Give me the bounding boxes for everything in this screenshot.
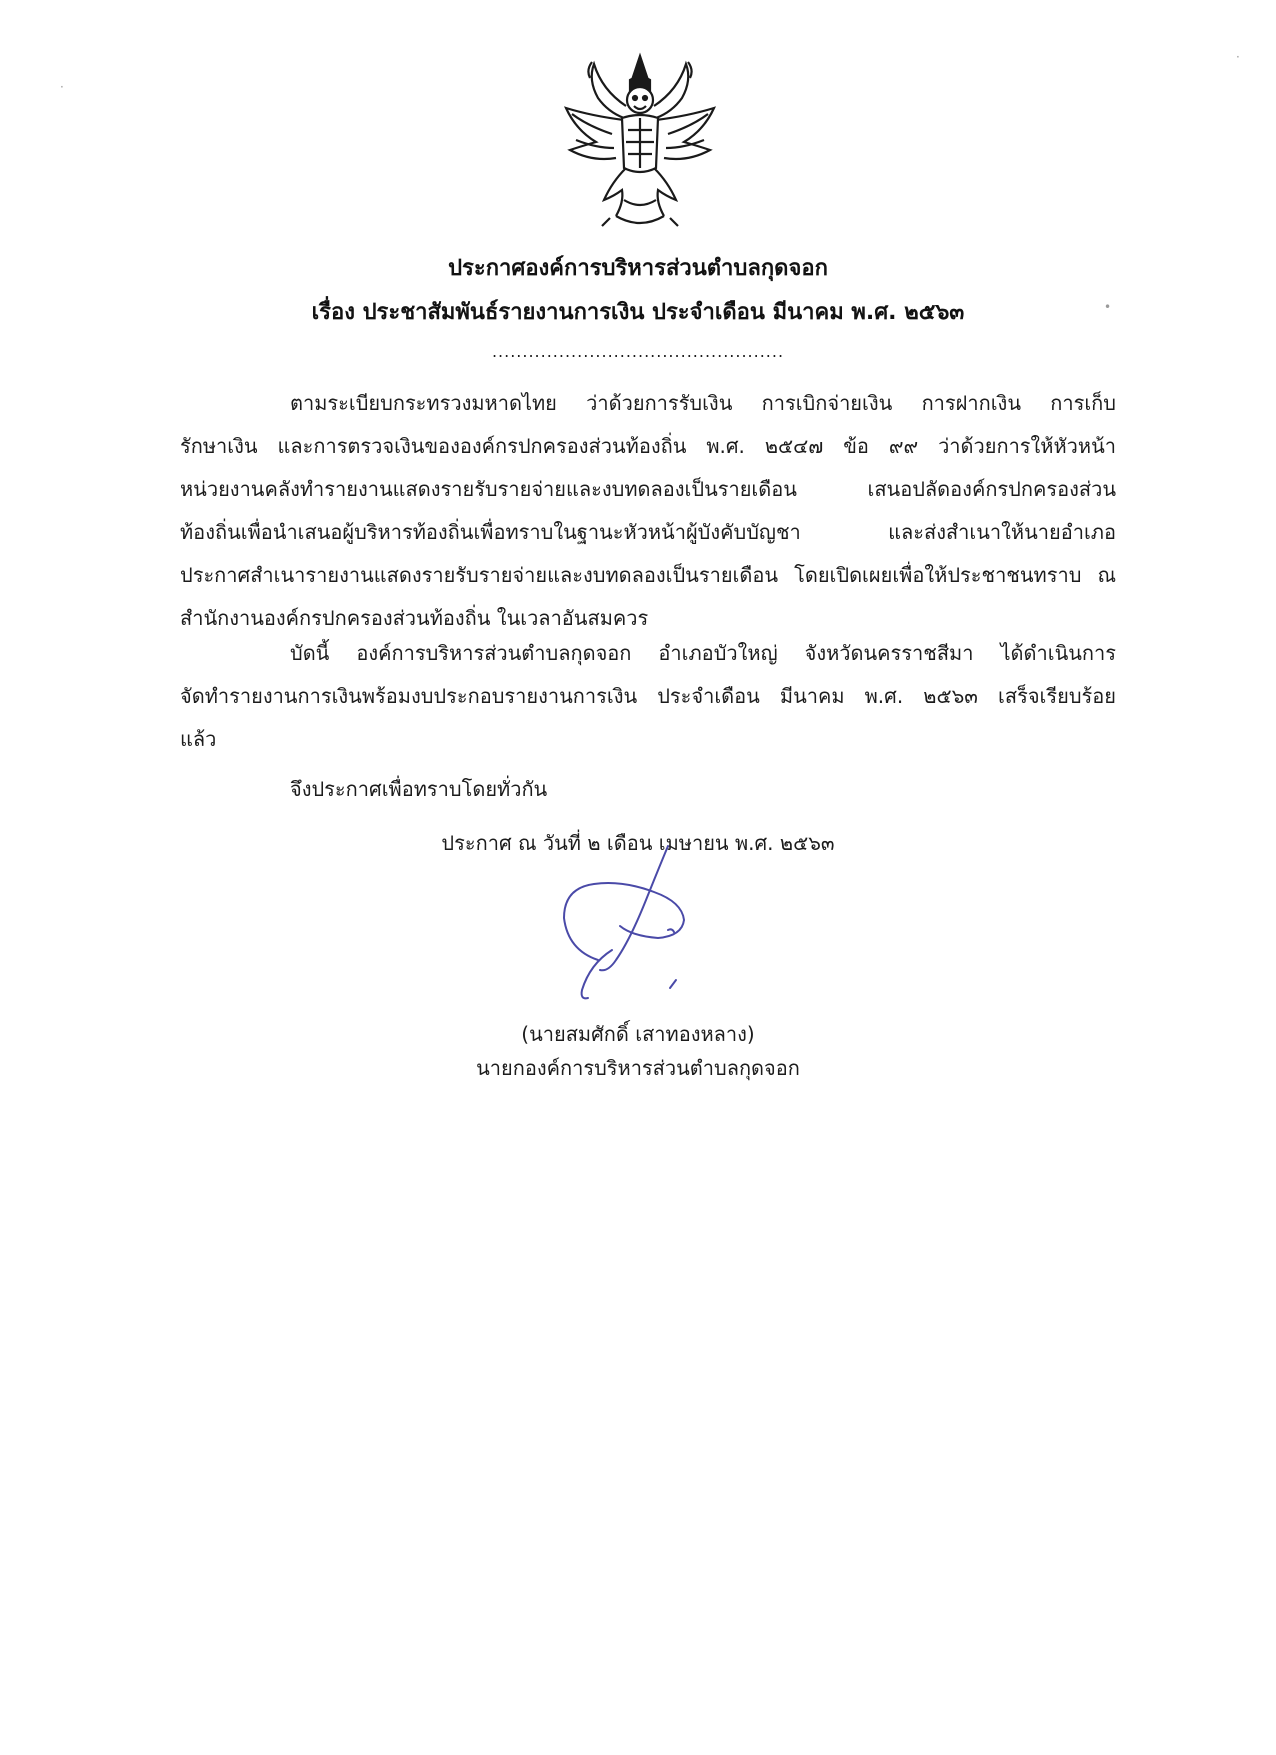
paragraph-2-line-1: บัดนี้ องค์การบริหารส่วนตำบลกุดจอก อำเภอบัวใหญ่ จังหวัดนครราชสีมา ได้ดำเนินการ bbox=[290, 641, 1116, 665]
paragraph-1-line-3: หน่วยงานคลังทำรายงานแสดงรายรับรายจ่ายและงบทดลองเป็นรายเดือน เสนอปลัดองค์กรปกครองส่วน bbox=[180, 477, 1116, 501]
paragraph-1-line-1: ตามระเบียบกระทรวงมหาดไทย ว่าด้วยการรับเงิน การเบิกจ่ายเงิน การฝากเงิน การเก็บ bbox=[290, 391, 1116, 415]
paragraph-1-line-6: สำนักงานองค์กรปกครองส่วนท้องถิ่น ในเวลาอันสมควร bbox=[180, 606, 649, 630]
scan-speck: · bbox=[1236, 50, 1240, 64]
paragraph-1-line-5: ประกาศสำเนารายงานแสดงรายรับรายจ่ายและงบทดลองเป็นรายเดือน โดยเปิดเผยเพื่อให้ประชาชนทราบ ณ bbox=[180, 563, 1116, 587]
paragraph-1-line-4: ท้องถิ่นเพื่อนำเสนอผู้บริหารท้องถิ่นเพื่อทราบในฐานะหัวหน้าผู้บังคับบัญชา และส่งสำเนาให้นายอำเภอ bbox=[180, 520, 1116, 544]
paragraph-2-line-2: จัดทำรายงานการเงินพร้อมงบประกอบรายงานการเงิน ประจำเดือน มีนาคม พ.ศ. ๒๕๖๓ เสร็จเรียบร้อย bbox=[180, 684, 1116, 708]
paragraph-2-line-3: แล้ว bbox=[180, 727, 217, 751]
scan-speck: • bbox=[1104, 300, 1112, 314]
announcement-date: ประกาศ ณ วันที่ ๒ เดือน เมษายน พ.ศ. ๒๕๖๓ bbox=[441, 831, 835, 855]
title-separator: ................................................ bbox=[491, 342, 785, 361]
signer-name: (นายสมศักดิ์ เสาทองหลาง) bbox=[521, 1022, 755, 1046]
paragraph-1-line-2: รักษาเงิน และการตรวจเงินขององค์กรปกครองส่วนท้องถิ่น พ.ศ. ๒๕๔๗ ข้อ ๙๙ ว่าด้วยการให้หัวหน้า bbox=[180, 434, 1116, 458]
handwritten-signature bbox=[550, 840, 700, 1005]
closing-statement: จึงประกาศเพื่อทราบโดยทั่วกัน bbox=[290, 777, 548, 801]
announcement-subject: เรื่อง ประชาสัมพันธ์รายงานการเงิน ประจำเดือน มีนาคม พ.ศ. ๒๕๖๓ bbox=[311, 300, 965, 325]
scan-speck: · bbox=[60, 80, 64, 94]
garuda-emblem-icon bbox=[552, 50, 728, 230]
signer-position: นายกองค์การบริหารส่วนตำบลกุดจอก bbox=[476, 1056, 800, 1080]
announcement-title: ประกาศองค์การบริหารส่วนตำบลกุดจอก bbox=[448, 256, 828, 281]
